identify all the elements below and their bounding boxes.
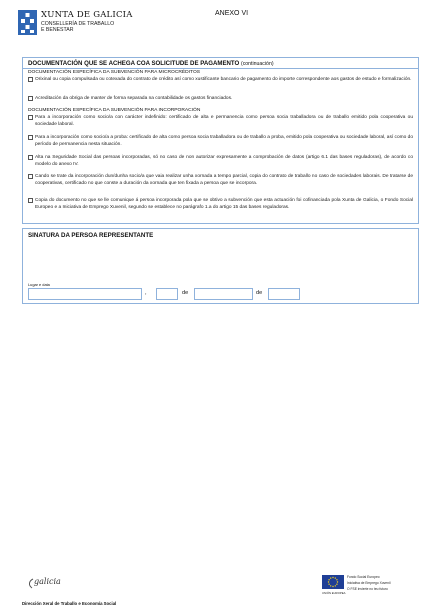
department-name: Dirección Xeral de Traballo e Economía Social xyxy=(22,601,117,606)
checkbox[interactable] xyxy=(28,96,33,101)
doc-item-text: Copia do documento no que se lle comunique á persoa incorporada pola que se obtivo a subvención que esta actuación foi cofinanciada pola Xunta de Galicia, o Fondo Social Europeo e a Iniciativa de Emprego Xuvenil, segundo se establece no parágrafo 1.a do artigo 15 das bases reguladoras. xyxy=(35,198,413,211)
documentation-title-text: DOCUMENTACIÓN QUE SE ACHEGA COA SOLICITUDE DE PAGAMENTO xyxy=(28,60,240,67)
year-field[interactable] xyxy=(268,288,300,300)
galicia-crest-icon xyxy=(18,10,37,35)
eu-funding-text xyxy=(347,574,390,592)
eu-line: O FSE invierte no teu futuro xyxy=(347,587,388,591)
eu-flag-caption: UNIÓN EUROPEA xyxy=(322,591,346,595)
microcredits-heading: DOCUMENTACIÓN ESPECÍFICA DA SUBVENCIÓN PARA MICROCRÉDITOS xyxy=(28,70,201,75)
checkbox[interactable] xyxy=(28,77,33,82)
checkbox[interactable] xyxy=(28,198,33,203)
checkbox[interactable] xyxy=(28,174,33,179)
document-header xyxy=(18,9,428,49)
eu-line: Fondo Social Europeo xyxy=(347,575,380,579)
de-separator: de xyxy=(182,290,189,296)
doc-item-social-security xyxy=(28,154,413,168)
annex-title: ANEXO VI xyxy=(215,10,249,17)
doc-item-trial-member xyxy=(28,134,413,148)
incorporation-heading: DOCUMENTACIÓN ESPECÍFICA DA SUBVENCIÓN PARA INCORPORACIÓN xyxy=(28,108,201,113)
doc-item-text: Alta na Seguridade Social das persoas incorporadas, só no caso de non autorizar expresamente a comprobación de datos (artigo 6.1 das bases reguladoras), de acordo co modelo do anexo IV. xyxy=(35,155,413,168)
signature-section xyxy=(22,228,419,304)
logo-subtitle-line: CONSELLERÍA DE TRABALLO xyxy=(41,21,115,27)
doc-item-text: Para a incorporación como socio/a con carácter indefinido: certificado de alta e permanencia como persoa socia traballadora ou de traballo emitido pola cooperativa ou sociedade laboral. xyxy=(35,115,413,128)
documentation-title-suffix: (continuación) xyxy=(240,61,274,67)
logo-subtitle-line: E BENESTAR xyxy=(41,27,74,34)
documentation-section xyxy=(22,57,419,224)
galicia-footer-logo xyxy=(27,576,75,590)
doc-item-text: Orixinal ou copia compulsada ou cotexada do contrato de crédito así como xustificante bancario de pagamento do importe correspondente aos gastos de estudo e formalización. xyxy=(35,77,412,82)
doc-item-part-time xyxy=(28,173,413,187)
doc-item-text: Cando se trate da incorporación dun/dunha socio/a que vaia realizar unha xornada a tempo parcial, copia do contrato de traballo no caso de sociedades laborais. De tratarse de cooperativas, certificado no que conste a duración da xornada que ten fixada a persoa que se incorpora. xyxy=(35,174,413,187)
xunta-logo xyxy=(18,10,168,50)
doc-item-microcredit-contract xyxy=(28,76,413,83)
place-field[interactable] xyxy=(28,288,142,300)
doc-item-separate-accounting xyxy=(28,95,413,102)
day-field[interactable] xyxy=(156,288,178,300)
doc-item-cofinancing-notice xyxy=(28,197,413,211)
comma-separator: , xyxy=(145,290,147,296)
doc-item-indefinite-member xyxy=(28,114,413,128)
galicia-logo-text: galicia xyxy=(34,577,61,586)
de-separator: de xyxy=(256,290,263,296)
month-field[interactable] xyxy=(194,288,253,300)
logo-subtitle xyxy=(41,21,114,34)
doc-item-text: Para a incorporación como socio/a a proba: certificado de alta como persoa socia traballadora ou de traballo a proba, emitido pola cooperativa ou sociedade laboral, así como do período de permanencia nesta situación. xyxy=(35,135,413,148)
doc-item-text: Acreditación da obriga de manter de forma separada na contabilidade os gastos financiados. xyxy=(35,96,233,101)
eu-line: Iniciativa de Emprego Xuvenil xyxy=(347,581,391,585)
checkbox[interactable] xyxy=(28,115,33,120)
logo-title: XUNTA DE GALICIA xyxy=(41,10,133,20)
eu-flag-icon xyxy=(322,575,344,589)
place-date-label: Lugar e data xyxy=(28,282,50,287)
eu-funding-block xyxy=(322,574,422,598)
documentation-title xyxy=(28,60,274,67)
checkbox[interactable] xyxy=(28,155,33,160)
checkbox[interactable] xyxy=(28,135,33,140)
signature-title: SINATURA DA PERSOA REPRESENTANTE xyxy=(28,232,154,239)
title-divider xyxy=(23,68,418,69)
